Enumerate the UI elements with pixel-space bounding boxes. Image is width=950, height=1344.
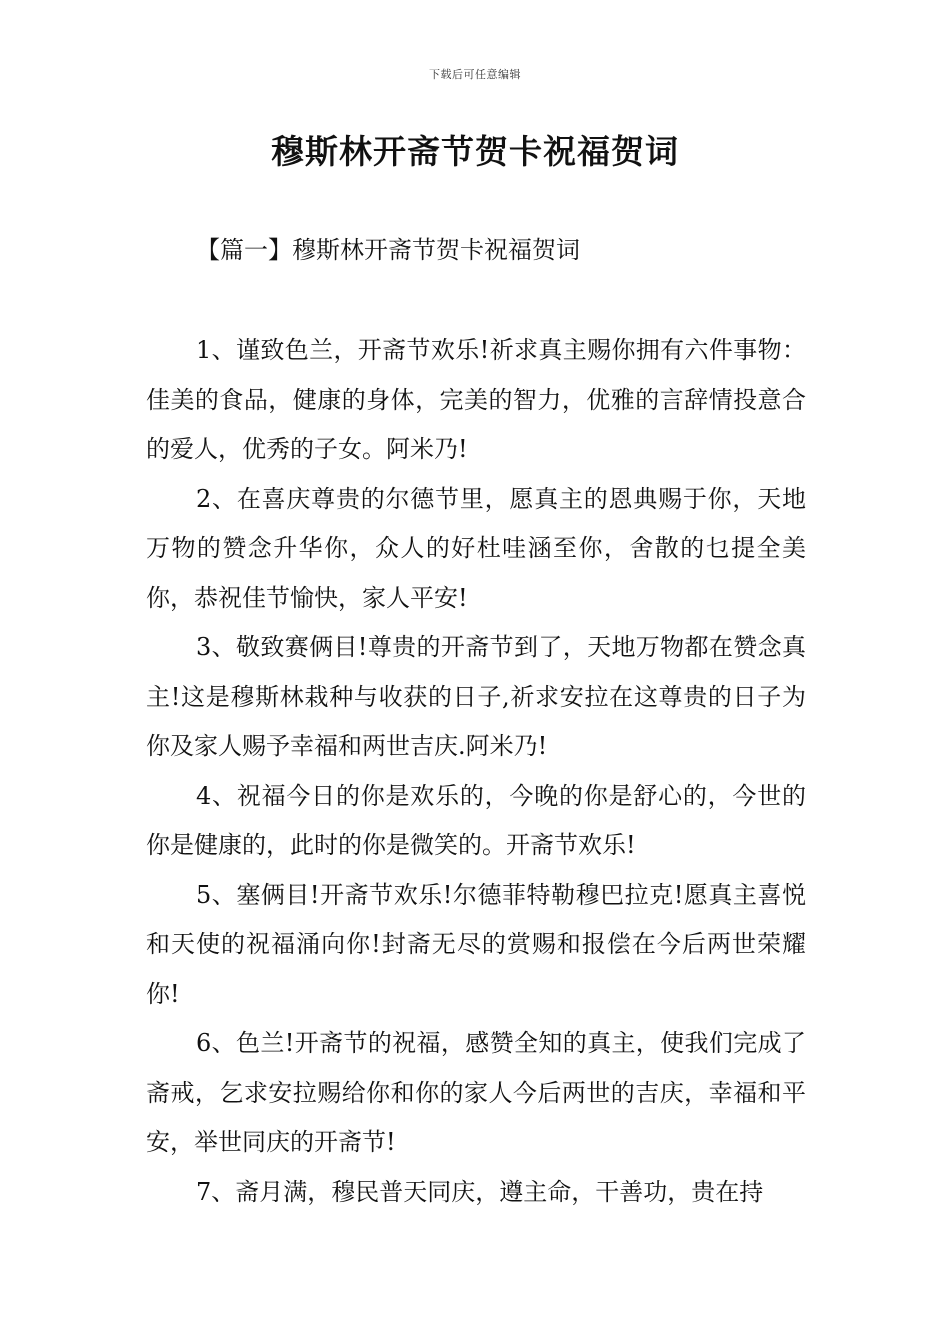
paragraph-6: 6、色兰!开斋节的祝福，感赞全知的真主，使我们完成了斋戒，乞求安拉赐给你和你的家人今后两世的吉庆，幸福和平安，举世同庆的开斋节!	[146, 1029, 806, 1156]
paragraph-1: 1、谨致色兰，开斋节欢乐!祈求真主赐你拥有六件事物：佳美的食品，健康的身体，完美的智力，优雅的言辞情投意合的爱人，优秀的子女。阿米乃!	[146, 336, 806, 463]
header-note: 下载后可任意编辑	[429, 68, 521, 81]
section-heading: 【篇一】穆斯林开斋节贺卡祝福贺词	[196, 236, 580, 264]
paragraph-4: 4、祝福今日的你是欢乐的，今晚的你是舒心的，今世的你是健康的，此时的你是微笑的。开斋节欢乐!	[146, 781, 806, 859]
paragraph-3: 3、敬致赛俩目!尊贵的开斋节到了，天地万物都在赞念真主!这是穆斯林栽种与收获的日子,祈求安拉在这尊贵的日子为你及家人赐予幸福和两世吉庆.阿米乃!	[146, 633, 806, 760]
document-title: 穆斯林开斋节贺卡祝福贺词	[271, 132, 679, 171]
paragraph-2: 2、在喜庆尊贵的尔德节里，愿真主的恩典赐于你，天地万物的赞念升华你，众人的好杜哇涵至你，舍散的乜提全美你，恭祝佳节愉快，家人平安!	[146, 484, 806, 612]
paragraph-5: 5、塞俩目!开斋节欢乐!尔德菲特勒穆巴拉克!愿真主喜悦和天使的祝福涌向你!封斋无尽的赏赐和报偿在今后两世荣耀你!	[146, 880, 806, 1008]
paragraph-7: 7、斋月满，穆民普天同庆，遵主命，干善功，贵在持	[196, 1177, 764, 1206]
document-body	[146, 326, 806, 1217]
